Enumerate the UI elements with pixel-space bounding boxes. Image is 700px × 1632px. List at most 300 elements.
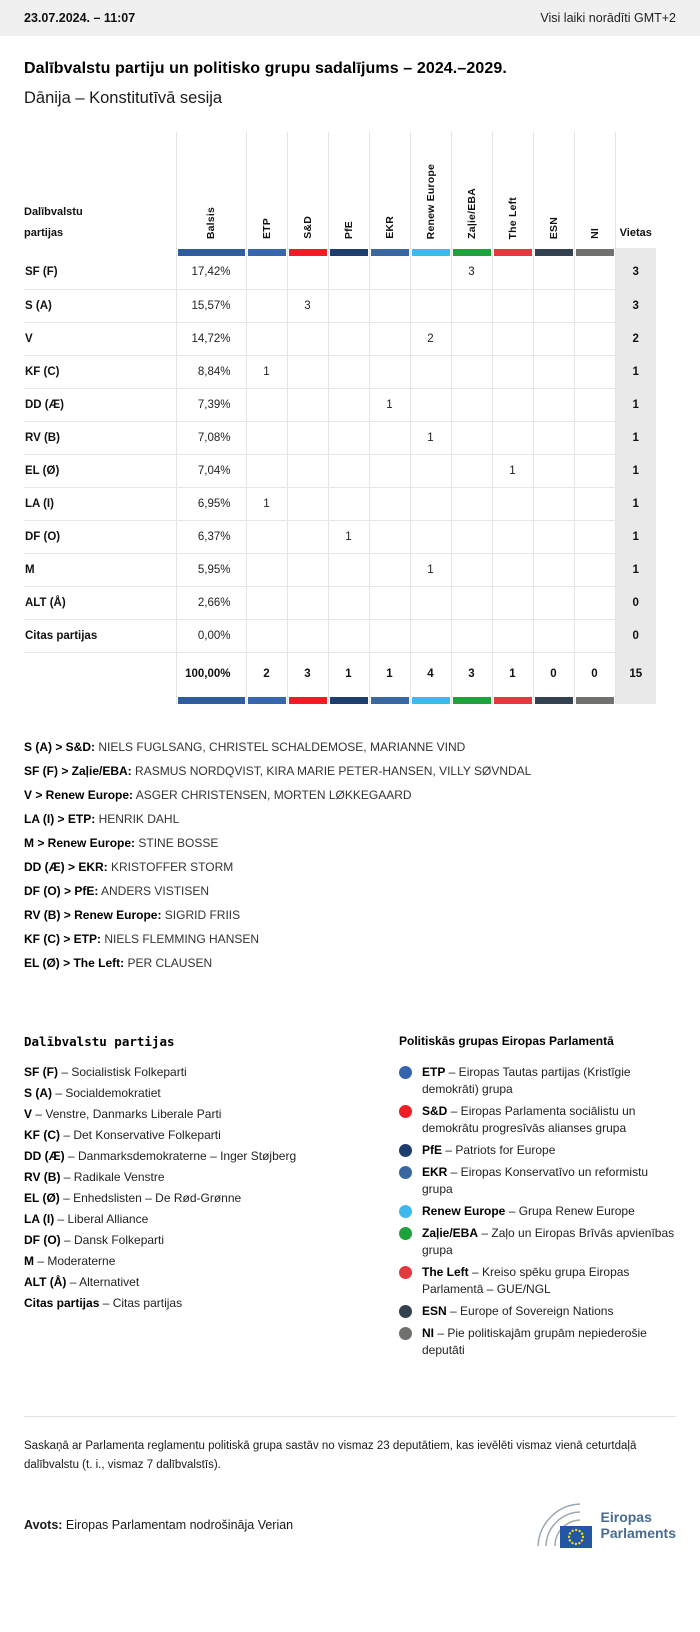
- seat-cell-sd: [287, 487, 328, 520]
- seat-cell-ekr: [369, 487, 410, 520]
- rotated-label-wrap: [329, 132, 369, 248]
- member-label: RV (B) > Renew Europe:: [24, 908, 162, 922]
- color-bar-zalie-eba: [453, 249, 491, 256]
- rotated-label-wrap: [247, 132, 287, 248]
- seat-cell-ni: [574, 520, 615, 553]
- party-full-name: – Moderaterne: [34, 1254, 116, 1268]
- group-description: Zaļie/EBA – Zaļo un Eiropas Brīvās apvienības grupa: [422, 1226, 675, 1258]
- color-bar-renew-europe: [412, 249, 450, 256]
- color-bar-cell-the-left: [492, 696, 533, 704]
- party-legend-item: [24, 1107, 399, 1121]
- group-legend-item: [399, 1303, 676, 1320]
- table-row: [24, 586, 656, 619]
- seat-cell-ni: [574, 355, 615, 388]
- member-label: M > Renew Europe:: [24, 836, 136, 850]
- ep-logo-wordmark: [601, 1509, 676, 1542]
- results-table: [24, 132, 656, 704]
- column-header-zalie-eba: [451, 132, 492, 248]
- seat-cell-zalie-eba: [451, 586, 492, 619]
- groups-legend: [399, 1034, 676, 1364]
- seat-cell-zalie-eba: [451, 487, 492, 520]
- balsis-value: 17,42%: [176, 256, 246, 289]
- seat-cell-ni: [574, 454, 615, 487]
- vietas-header-cell: [615, 132, 656, 248]
- column-label: EKR: [383, 216, 396, 239]
- party-full-name: – Socialistisk Folkeparti: [58, 1065, 187, 1079]
- member-names: NIELS FLEMMING HANSEN: [101, 932, 260, 946]
- color-bar-esn: [535, 697, 573, 704]
- party-name: DD (Æ): [24, 388, 176, 421]
- color-bar-etp: [248, 697, 286, 704]
- balsis-value: 0,00%: [176, 619, 246, 652]
- color-bar-cell-sd: [287, 248, 328, 256]
- bar-spacer: [24, 696, 176, 704]
- total-the-left: 1: [492, 652, 533, 696]
- seat-cell-esn: [533, 454, 574, 487]
- seat-cell-pfe: [328, 487, 369, 520]
- total-esn: 0: [533, 652, 574, 696]
- seat-cell-pfe: [328, 454, 369, 487]
- rotated-label-wrap: [411, 132, 451, 248]
- parties-legend-heading: Dalībvalstu partijas: [24, 1034, 175, 1049]
- party-name: DF (O): [24, 520, 176, 553]
- total-vietas: 15: [615, 652, 656, 696]
- page-title: Dalībvalstu partiju un politisko grupu sadalījums – 2024.–2029.: [24, 60, 507, 77]
- party-name: S (A): [24, 289, 176, 322]
- seat-cell-sd: [287, 421, 328, 454]
- seat-cell-renew-europe: [410, 454, 451, 487]
- table-row: [24, 487, 656, 520]
- vietas-value: 1: [615, 454, 656, 487]
- group-abbr: NI: [422, 1326, 434, 1341]
- seat-cell-etp: [246, 520, 287, 553]
- seat-cell-zalie-eba: [451, 355, 492, 388]
- color-bar-cell-pfe: [328, 248, 369, 256]
- party-name: SF (F): [24, 256, 176, 289]
- table-total-row: [24, 652, 656, 696]
- seat-cell-ekr: [369, 256, 410, 289]
- seat-cell-ekr: [369, 421, 410, 454]
- balsis-value: 7,39%: [176, 388, 246, 421]
- report-datetime: 23.07.2024. – 11:07: [24, 11, 136, 25]
- member-label: KF (C) > ETP:: [24, 932, 101, 946]
- seat-cell-esn: [533, 256, 574, 289]
- party-legend-item: [24, 1254, 399, 1268]
- ep-hemicycle-flag-icon: [530, 1500, 592, 1550]
- groups-legend-items: [399, 1064, 676, 1359]
- party-name: LA (I): [24, 487, 176, 520]
- seat-cell-the-left: [492, 487, 533, 520]
- group-color-dot: [399, 1105, 412, 1118]
- color-bar-cell-ni: [574, 696, 615, 704]
- color-bar-pfe: [330, 249, 368, 256]
- source-label: Avots:: [24, 1518, 63, 1533]
- group-abbr: ETP: [422, 1065, 446, 1079]
- column-label: PfE: [342, 220, 355, 239]
- rotated-label-wrap: [452, 132, 492, 248]
- column-header-ekr: [369, 132, 410, 248]
- column-label: S&D: [301, 216, 314, 239]
- balsis-value: 14,72%: [176, 322, 246, 355]
- group-abbr: PfE: [422, 1143, 443, 1158]
- color-bar-cell-renew-europe: [410, 696, 451, 704]
- party-abbr: SF (F): [24, 1065, 58, 1079]
- seat-cell-renew-europe: 2: [410, 322, 451, 355]
- column-label: Renew Europe: [424, 163, 437, 239]
- vietas-value: 2: [615, 322, 656, 355]
- group-abbr: The Left: [422, 1265, 469, 1280]
- group-abbr: ESN: [422, 1304, 447, 1319]
- group-legend-item: [399, 1325, 676, 1359]
- table-row: [24, 289, 656, 322]
- member-label: SF (F) > Zaļie/EBA:: [24, 764, 132, 778]
- seat-cell-etp: [246, 586, 287, 619]
- source-line: [24, 1518, 293, 1532]
- seat-cell-the-left: 1: [492, 454, 533, 487]
- column-label: ETP: [260, 217, 273, 239]
- bar-spacer: [615, 696, 656, 704]
- parties-legend-items: [24, 1065, 399, 1310]
- seat-cell-esn: [533, 520, 574, 553]
- party-full-name: – Enhedslisten – De Rød-Grønne: [59, 1191, 242, 1205]
- color-bar-sd: [289, 697, 327, 704]
- group-description: PfE – Patriots for Europe: [422, 1143, 556, 1158]
- group-legend-item: [399, 1064, 676, 1098]
- column-label: ESN: [547, 216, 560, 239]
- timezone-note: Visi laiki norādīti GMT+2: [540, 11, 676, 25]
- seat-cell-pfe: [328, 322, 369, 355]
- seat-cell-zalie-eba: [451, 388, 492, 421]
- party-legend-item: [24, 1275, 399, 1289]
- seat-cell-ekr: [369, 553, 410, 586]
- vietas-value: 1: [615, 421, 656, 454]
- seat-cell-sd: [287, 586, 328, 619]
- table-row: [24, 421, 656, 454]
- balsis-value: 7,04%: [176, 454, 246, 487]
- color-bar-cell-esn: [533, 696, 574, 704]
- vietas-value: 1: [615, 520, 656, 553]
- seat-cell-ekr: [369, 586, 410, 619]
- member-names: RASMUS NORDQVIST, KIRA MARIE PETER-HANSEN, VILLY SØVNDAL: [131, 764, 532, 778]
- total-zalie-eba: 3: [451, 652, 492, 696]
- party-name: Citas partijas: [24, 619, 176, 652]
- seat-cell-zalie-eba: [451, 553, 492, 586]
- page-footer: [24, 1500, 676, 1550]
- member-label: EL (Ø) > The Left:: [24, 956, 125, 970]
- party-full-name: – Dansk Folkeparti: [60, 1233, 165, 1247]
- party-legend-item: [24, 1170, 399, 1184]
- seat-cell-sd: [287, 256, 328, 289]
- group-color-bar-row: [24, 248, 656, 256]
- color-bar-cell-zalie-eba: [451, 696, 492, 704]
- member-names: NIELS FUGLSANG, CHRISTEL SCHALDEMOSE, MARIANNE VIND: [95, 740, 466, 754]
- party-abbr: DD (Æ): [24, 1149, 65, 1163]
- table-row: [24, 619, 656, 652]
- seat-cell-etp: [246, 322, 287, 355]
- party-full-name: – Liberal Alliance: [54, 1212, 149, 1226]
- color-bar-esn: [535, 249, 573, 256]
- seat-cell-esn: [533, 322, 574, 355]
- seat-cell-ni: [574, 322, 615, 355]
- seat-cell-esn: [533, 619, 574, 652]
- member-line: [24, 836, 676, 850]
- member-label: S (A) > S&D:: [24, 740, 96, 754]
- first-column-header-cell: [24, 132, 176, 248]
- seat-cell-esn: [533, 553, 574, 586]
- seat-cell-renew-europe: [410, 256, 451, 289]
- seat-cell-pfe: [328, 256, 369, 289]
- seat-cell-renew-europe: [410, 388, 451, 421]
- seat-cell-etp: [246, 421, 287, 454]
- party-full-name: – Radikale Venstre: [60, 1170, 165, 1184]
- seat-cell-ekr: [369, 289, 410, 322]
- rotated-label-wrap: [575, 132, 615, 248]
- party-full-name: – Socialdemokratiet: [52, 1086, 161, 1100]
- rotated-label-wrap: [177, 132, 246, 248]
- column-header-renew-europe: [410, 132, 451, 248]
- column-header-pfe: [328, 132, 369, 248]
- total-empty-cell: [24, 652, 176, 696]
- total-balsis: 100,00%: [176, 652, 246, 696]
- seat-cell-esn: [533, 388, 574, 421]
- column-header-balsis: [176, 132, 246, 248]
- seat-cell-renew-europe: [410, 355, 451, 388]
- color-bar-ni: [576, 249, 614, 256]
- member-label: V > Renew Europe:: [24, 788, 134, 802]
- column-label: Zaļie/EBA: [465, 188, 478, 239]
- seat-cell-the-left: [492, 586, 533, 619]
- balsis-value: 7,08%: [176, 421, 246, 454]
- ep-logo-line1: Eiropas: [600, 1508, 652, 1525]
- group-description: S&D – Eiropas Parlamenta sociālistu un demokrātu progresīvās alianses grupa: [422, 1104, 636, 1136]
- color-bar-cell-pfe: [328, 696, 369, 704]
- color-bar-zalie-eba: [453, 697, 491, 704]
- party-full-name: – Det Konservative Folkeparti: [60, 1128, 221, 1142]
- column-header-ni: [574, 132, 615, 248]
- member-names: PER CLAUSEN: [124, 956, 213, 970]
- seat-cell-renew-europe: [410, 520, 451, 553]
- color-bar-renew-europe: [412, 697, 450, 704]
- balsis-value: 6,37%: [176, 520, 246, 553]
- legend-section: [24, 1034, 676, 1364]
- seat-cell-etp: [246, 289, 287, 322]
- seat-cell-zalie-eba: [451, 421, 492, 454]
- rotated-label-wrap: [534, 132, 574, 248]
- seat-cell-etp: [246, 454, 287, 487]
- color-bar-cell-renew-europe: [410, 248, 451, 256]
- table-row: [24, 322, 656, 355]
- total-ekr: 1: [369, 652, 410, 696]
- table-header-row: [24, 132, 656, 248]
- group-color-dot: [399, 1266, 412, 1279]
- seat-cell-ni: [574, 388, 615, 421]
- seat-cell-pfe: [328, 289, 369, 322]
- group-abbr: EKR: [422, 1165, 448, 1180]
- column-label: Balsis: [205, 206, 217, 239]
- seat-cell-the-left: [492, 520, 533, 553]
- seat-cell-etp: [246, 388, 287, 421]
- seat-cell-sd: [287, 355, 328, 388]
- color-bar-cell-esn: [533, 248, 574, 256]
- seat-cell-pfe: [328, 586, 369, 619]
- balsis-value: 8,84%: [176, 355, 246, 388]
- seat-cell-the-left: [492, 553, 533, 586]
- total-ni: 0: [574, 652, 615, 696]
- group-color-dot: [399, 1205, 412, 1218]
- party-legend-item: [24, 1212, 399, 1226]
- parties-legend: [24, 1034, 399, 1364]
- seat-cell-ni: [574, 421, 615, 454]
- member-line: [24, 956, 676, 970]
- seat-cell-ni: [574, 553, 615, 586]
- party-abbr: S (A): [24, 1086, 52, 1100]
- seat-cell-pfe: [328, 355, 369, 388]
- seat-cell-ekr: [369, 322, 410, 355]
- column-header-esn: [533, 132, 574, 248]
- color-bar-etp: [248, 249, 286, 256]
- seat-cell-sd: [287, 454, 328, 487]
- color-bar-cell-ekr: [369, 696, 410, 704]
- seat-cell-the-left: [492, 388, 533, 421]
- balsis-value: 2,66%: [176, 586, 246, 619]
- table-row: [24, 355, 656, 388]
- column-header-sd: [287, 132, 328, 248]
- vietas-value: 3: [615, 256, 656, 289]
- group-description: NI – Pie politiskajām grupām nepiederošie deputāti: [422, 1326, 647, 1358]
- seat-cell-pfe: [328, 553, 369, 586]
- party-abbr: DF (O): [24, 1233, 61, 1247]
- seat-cell-the-left: [492, 355, 533, 388]
- party-name: M: [24, 553, 176, 586]
- group-abbr: S&D: [422, 1104, 448, 1119]
- vietas-header: Vietas: [619, 227, 652, 239]
- footnote: Saskaņā ar Parlamenta reglamentu politiskā grupa sastāv no vismaz 23 deputātiem, kas ievēlēti vismaz vienā ceturtdaļā dalībvalstu (t. i., vismaz 7 dalībvalstīs).: [24, 1416, 676, 1474]
- color-bar-cell-ni: [574, 248, 615, 256]
- color-bar-cell-etp: [246, 248, 287, 256]
- ep-logo: [530, 1500, 676, 1550]
- member-line: [24, 788, 676, 802]
- party-abbr: KF (C): [24, 1128, 60, 1142]
- vietas-value: 0: [615, 586, 656, 619]
- seat-cell-ekr: [369, 355, 410, 388]
- member-label: DF (O) > PfE:: [24, 884, 99, 898]
- bar-spacer: [24, 248, 176, 256]
- member-line: [24, 932, 676, 946]
- seat-cell-ekr: 1: [369, 388, 410, 421]
- vietas-value: 3: [615, 289, 656, 322]
- group-abbr: Renew Europe: [422, 1204, 506, 1219]
- color-bar-cell-the-left: [492, 248, 533, 256]
- seat-cell-ni: [574, 256, 615, 289]
- seat-cell-pfe: 1: [328, 520, 369, 553]
- group-color-dot: [399, 1144, 412, 1157]
- vietas-value: 0: [615, 619, 656, 652]
- member-line: [24, 860, 676, 874]
- balsis-value: 15,57%: [176, 289, 246, 322]
- seat-cell-ni: [574, 619, 615, 652]
- color-bar-the-left: [494, 249, 532, 256]
- source-text: Eiropas Parlamentam nodrošināja Verian: [65, 1518, 294, 1533]
- party-full-name: – Citas partijas: [99, 1296, 183, 1310]
- seat-cell-renew-europe: 1: [410, 421, 451, 454]
- page-subtitle: Dānija – Konstitutīvā sesija: [24, 89, 223, 107]
- party-name: KF (C): [24, 355, 176, 388]
- group-description: ESN – Europe of Sovereign Nations: [422, 1304, 614, 1319]
- party-full-name: – Danmarksdemokraterne – Inger Støjberg: [64, 1149, 297, 1163]
- total-sd: 3: [287, 652, 328, 696]
- group-legend-item: [399, 1203, 676, 1220]
- party-full-name: – Venstre, Danmarks Liberale Parti: [32, 1107, 222, 1121]
- party-abbr: ALT (Å): [24, 1275, 67, 1289]
- seat-cell-etp: [246, 619, 287, 652]
- member-names: STINE BOSSE: [135, 836, 219, 850]
- seat-cell-zalie-eba: 3: [451, 256, 492, 289]
- color-bar-ekr: [371, 249, 409, 256]
- table-body: [24, 256, 656, 652]
- seat-cell-ni: [574, 487, 615, 520]
- party-legend-item: [24, 1065, 399, 1079]
- member-line: [24, 884, 676, 898]
- color-bar-ekr: [371, 697, 409, 704]
- party-abbr: EL (Ø): [24, 1191, 60, 1205]
- seat-cell-esn: [533, 355, 574, 388]
- seat-cell-the-left: [492, 421, 533, 454]
- group-legend-item: [399, 1225, 676, 1259]
- table-row: [24, 388, 656, 421]
- groups-legend-heading: Politiskās grupas Eiropas Parlamentā: [399, 1034, 614, 1048]
- color-bar-balsis: [178, 697, 245, 704]
- group-description: Renew Europe – Grupa Renew Europe: [422, 1204, 635, 1219]
- member-line: [24, 740, 676, 754]
- seat-cell-renew-europe: [410, 289, 451, 322]
- seat-cell-the-left: [492, 289, 533, 322]
- seat-cell-ni: [574, 289, 615, 322]
- member-line: [24, 812, 676, 826]
- member-label: DD (Æ) > EKR:: [24, 860, 108, 874]
- group-color-dot: [399, 1327, 412, 1340]
- member-line: [24, 908, 676, 922]
- seat-cell-pfe: [328, 388, 369, 421]
- seat-cell-sd: [287, 553, 328, 586]
- rotated-label-wrap: [370, 132, 410, 248]
- party-full-name: – Alternativet: [66, 1275, 140, 1289]
- party-abbr: M: [24, 1254, 34, 1268]
- member-names: ASGER CHRISTENSEN, MORTEN LØKKEGAARD: [133, 788, 412, 802]
- color-bar-cell-balsis: [176, 248, 246, 256]
- column-header-etp: [246, 132, 287, 248]
- color-bar-ni: [576, 697, 614, 704]
- party-name: V: [24, 322, 176, 355]
- party-legend-item: [24, 1149, 399, 1163]
- balsis-value: 6,95%: [176, 487, 246, 520]
- member-names: ANDERS VISTISEN: [98, 884, 210, 898]
- color-bar-cell-ekr: [369, 248, 410, 256]
- group-legend-item: [399, 1264, 676, 1298]
- seat-cell-zalie-eba: [451, 289, 492, 322]
- color-bar-cell-etp: [246, 696, 287, 704]
- table-row: [24, 553, 656, 586]
- balsis-value: 5,95%: [176, 553, 246, 586]
- color-bar-sd: [289, 249, 327, 256]
- seat-cell-sd: [287, 520, 328, 553]
- party-abbr: RV (B): [24, 1170, 61, 1184]
- member-names: SIGRID FRIIS: [161, 908, 241, 922]
- seat-cell-sd: [287, 619, 328, 652]
- party-legend-item: [24, 1296, 399, 1310]
- seat-cell-ni: [574, 586, 615, 619]
- member-names: KRISTOFFER STORM: [107, 860, 234, 874]
- seat-cell-zalie-eba: [451, 322, 492, 355]
